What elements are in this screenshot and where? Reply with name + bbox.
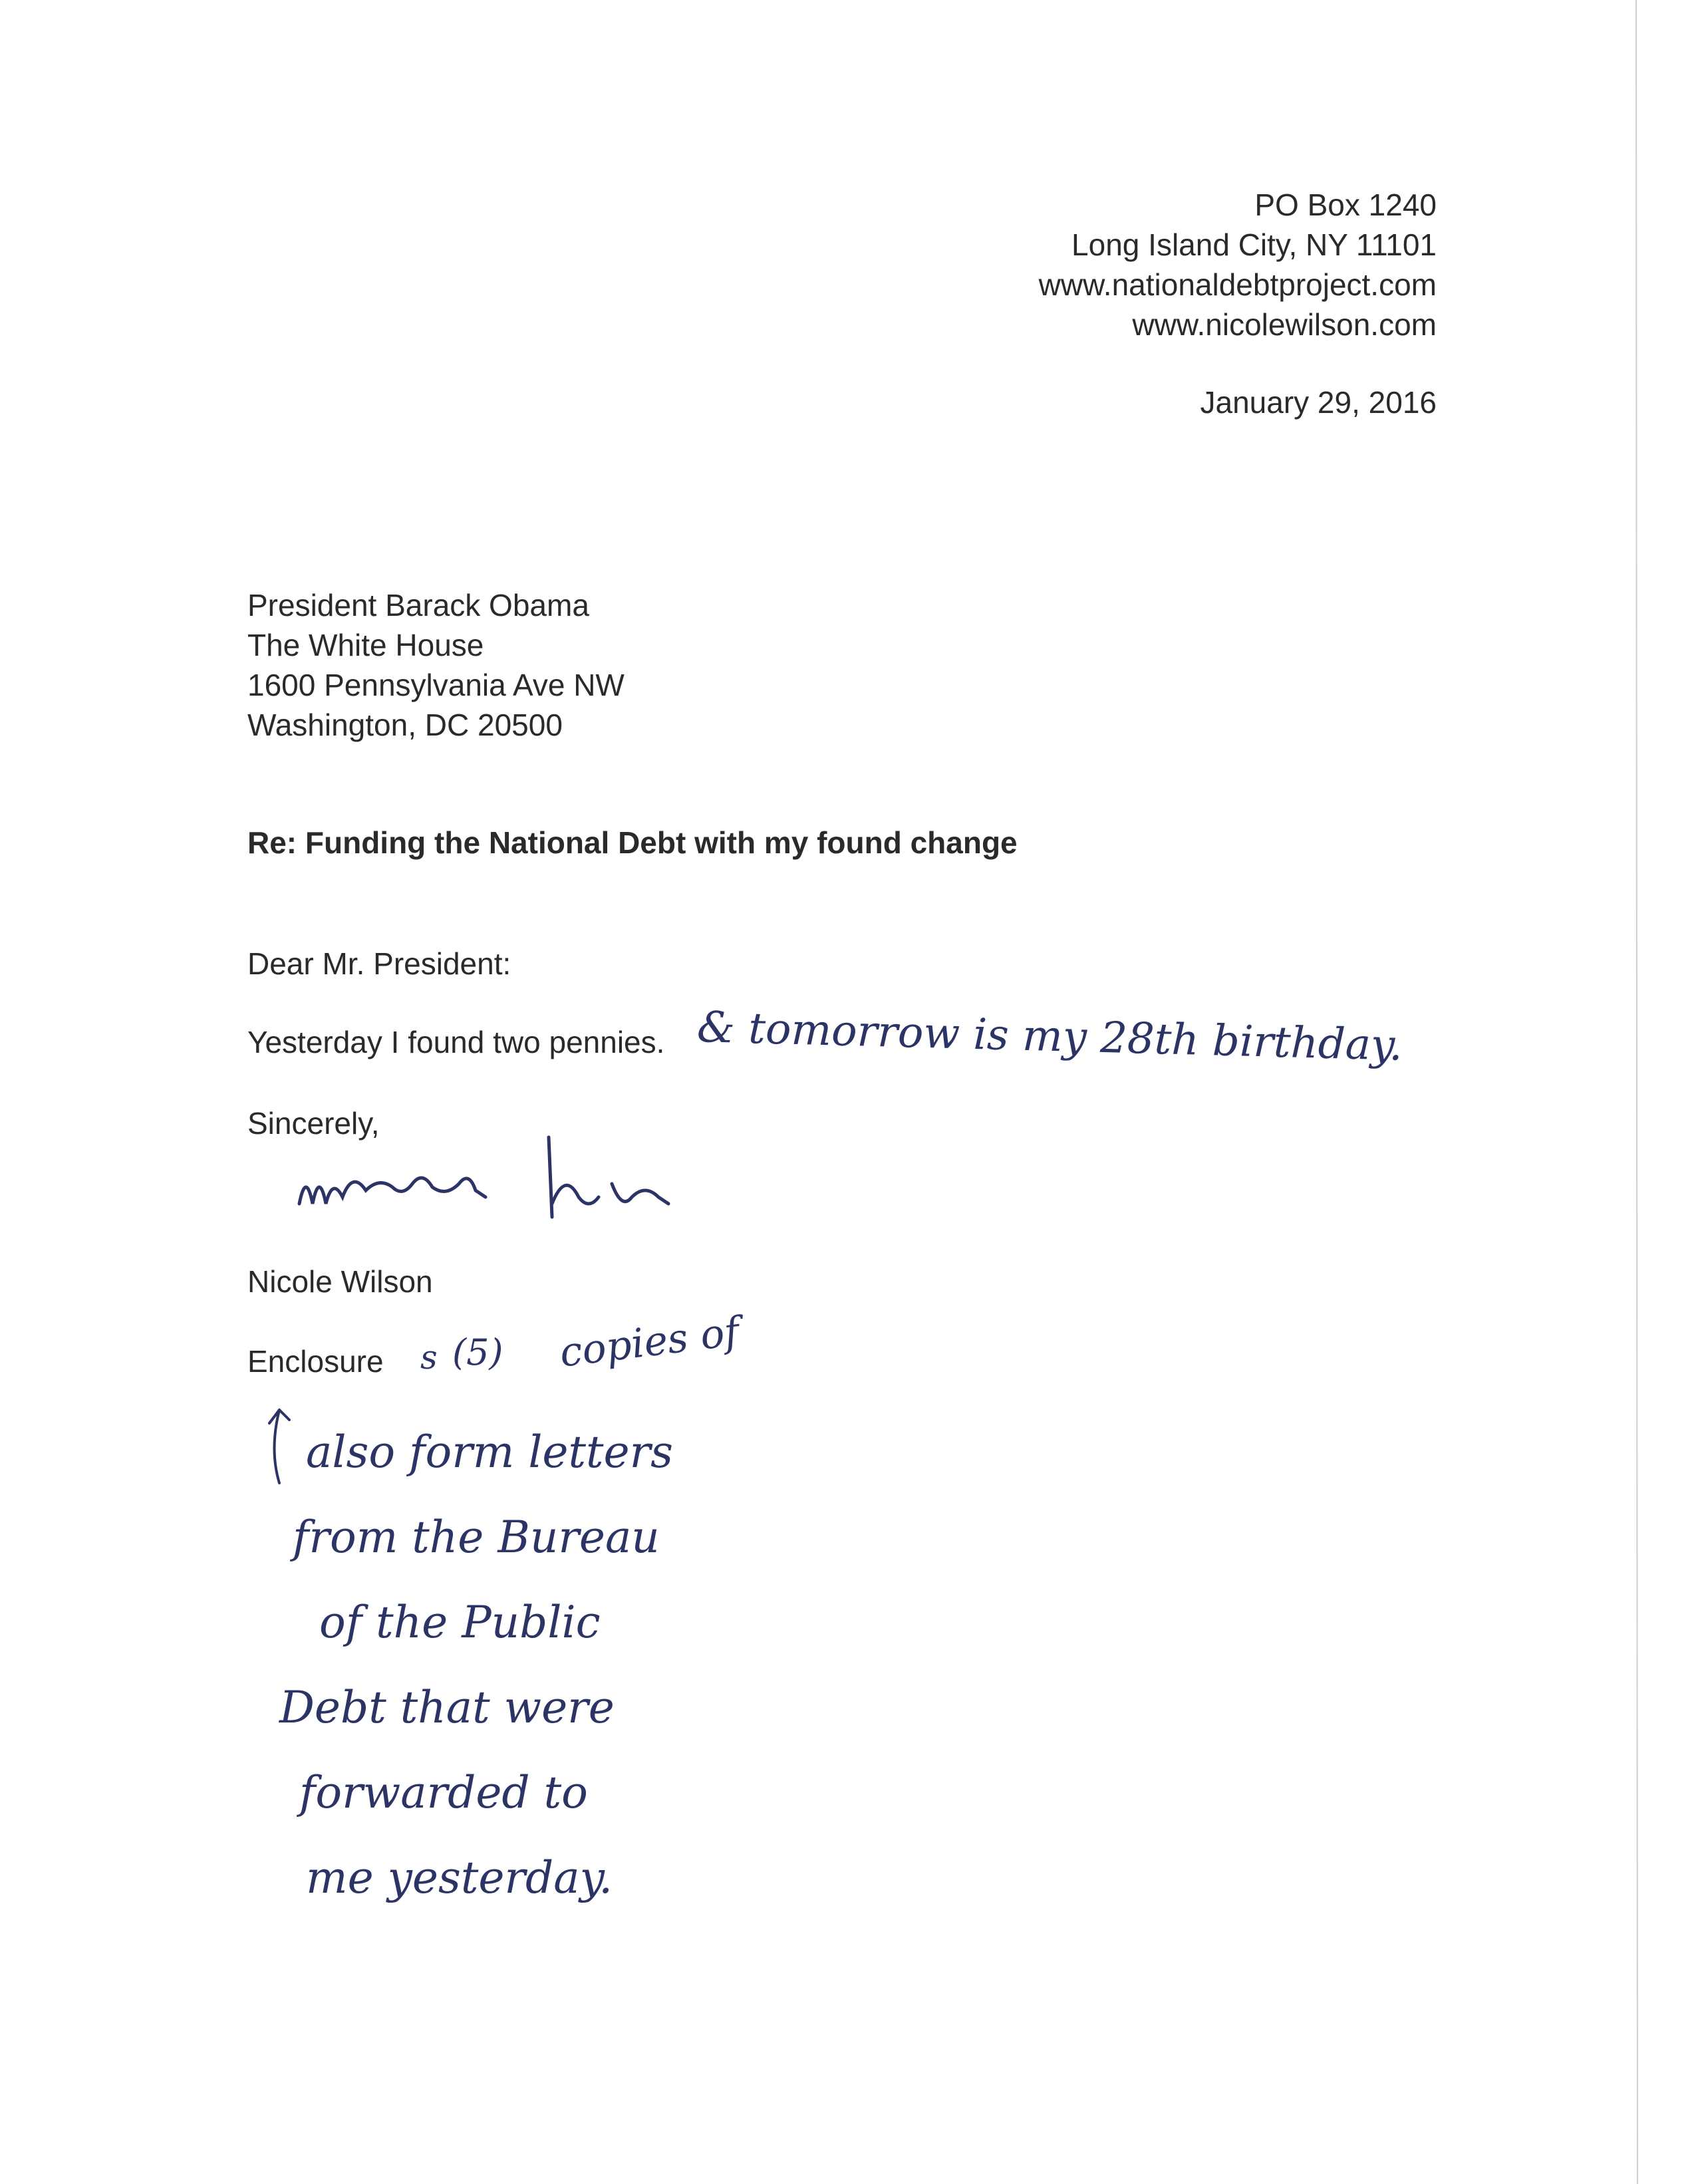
signer-name: Nicole Wilson xyxy=(247,1264,433,1299)
note-line: Debt that were xyxy=(279,1682,615,1733)
scan-edge-mark xyxy=(1623,0,1649,2184)
sender-website-2: www.nicolewilson.com xyxy=(1132,307,1437,342)
recipient-address-block xyxy=(247,585,625,745)
body-text: Yesterday I found two pennies. xyxy=(247,1025,665,1059)
subject-line: Re: Funding the National Debt with my found change xyxy=(247,825,1018,860)
sender-po-box: PO Box 1240 xyxy=(1254,188,1437,222)
note-line: me yesterday. xyxy=(306,1852,613,1903)
handwritten-signature xyxy=(286,1124,685,1244)
handwritten-copies-of: copies of xyxy=(557,1308,742,1377)
recipient-street: 1600 Pennsylvania Ave NW xyxy=(247,668,625,702)
recipient-org: The White House xyxy=(247,628,484,662)
note-line: from the Bureau xyxy=(293,1512,660,1563)
handwritten-enclosure-count: (5) xyxy=(452,1331,503,1373)
note-line: of the Public xyxy=(319,1597,601,1648)
note-line: also form letters xyxy=(306,1427,674,1478)
handwritten-enclosure-suffix: s xyxy=(420,1338,438,1377)
handwritten-enclosure-note xyxy=(279,1410,673,1921)
sender-city-line: Long Island City, NY 11101 xyxy=(1071,227,1437,262)
sender-address-block xyxy=(1039,185,1437,344)
recipient-name: President Barack Obama xyxy=(247,588,589,622)
recipient-city-line: Washington, DC 20500 xyxy=(247,708,563,742)
salutation: Dear Mr. President: xyxy=(247,946,511,981)
handwritten-birthday-addition: & tomorrow is my 28th birthday. xyxy=(696,1003,1403,1071)
sender-website-1: www.nationaldebtproject.com xyxy=(1038,267,1437,302)
enclosures-label: Enclosure xyxy=(247,1344,384,1379)
letter-date: January 29, 2016 xyxy=(1200,385,1437,420)
note-line: forwarded to xyxy=(299,1767,588,1818)
closing: Sincerely, xyxy=(247,1106,380,1141)
